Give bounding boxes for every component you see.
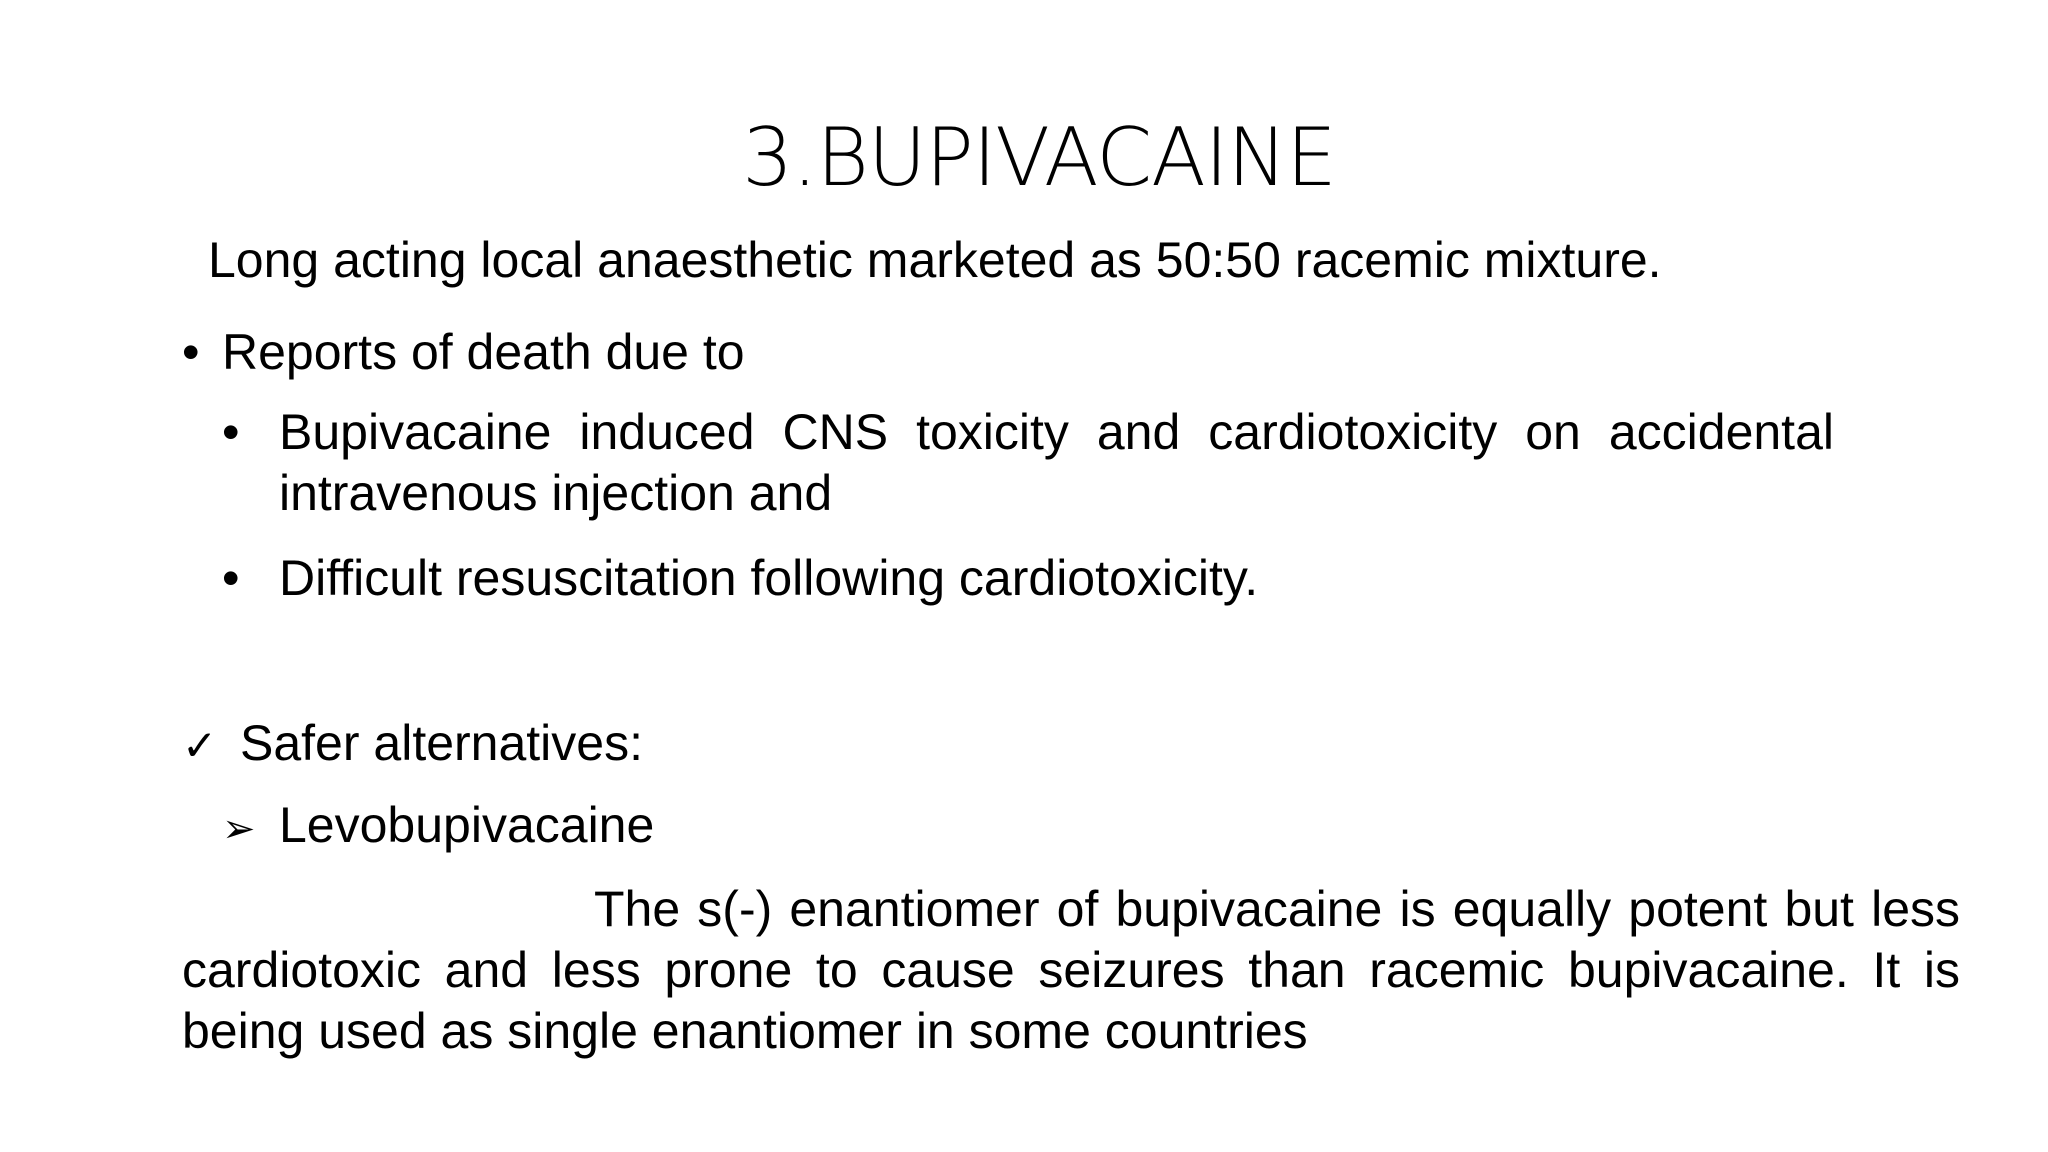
checkmark-icon: ✓ (182, 721, 218, 770)
sub-bullet-marker: • (222, 404, 240, 460)
sub-bullet-text: Difficult resuscitation following cardiotoxicity. (279, 550, 1259, 606)
sub-bullet-cns-toxicity (222, 402, 1834, 524)
intro-text: Long acting local anaesthetic marketed as 50:50 racemic mixture. (208, 232, 1662, 288)
arrow-bullet-icon: ➢ (222, 806, 256, 852)
levobupivacaine-label: Levobupivacaine (279, 797, 655, 853)
slide-title: 3.BUPIVACAINE (742, 111, 1336, 204)
sub-bullet-marker: • (222, 550, 240, 606)
bullet-label: Reports of death due to (222, 324, 745, 380)
bullet-marker: • (182, 324, 200, 380)
bullet-reports (182, 322, 745, 383)
safer-alternatives-label: Safer alternatives: (240, 715, 643, 771)
levobupivacaine-item (222, 795, 654, 860)
safer-alternatives-heading (182, 713, 643, 776)
sub-bullet-text: Bupivacaine induced CNS toxicity and cardiotoxicity on accidental intravenous injection and (279, 404, 1834, 521)
sub-bullet-resuscitation (222, 548, 1834, 609)
enantiomer-description: The s(-) enantiomer of bupivacaine is equally potent but less cardiotoxic and less prone to cause seizures than racemic bupivacaine. It is being used as single enantiomer in some countries (182, 881, 1960, 1059)
